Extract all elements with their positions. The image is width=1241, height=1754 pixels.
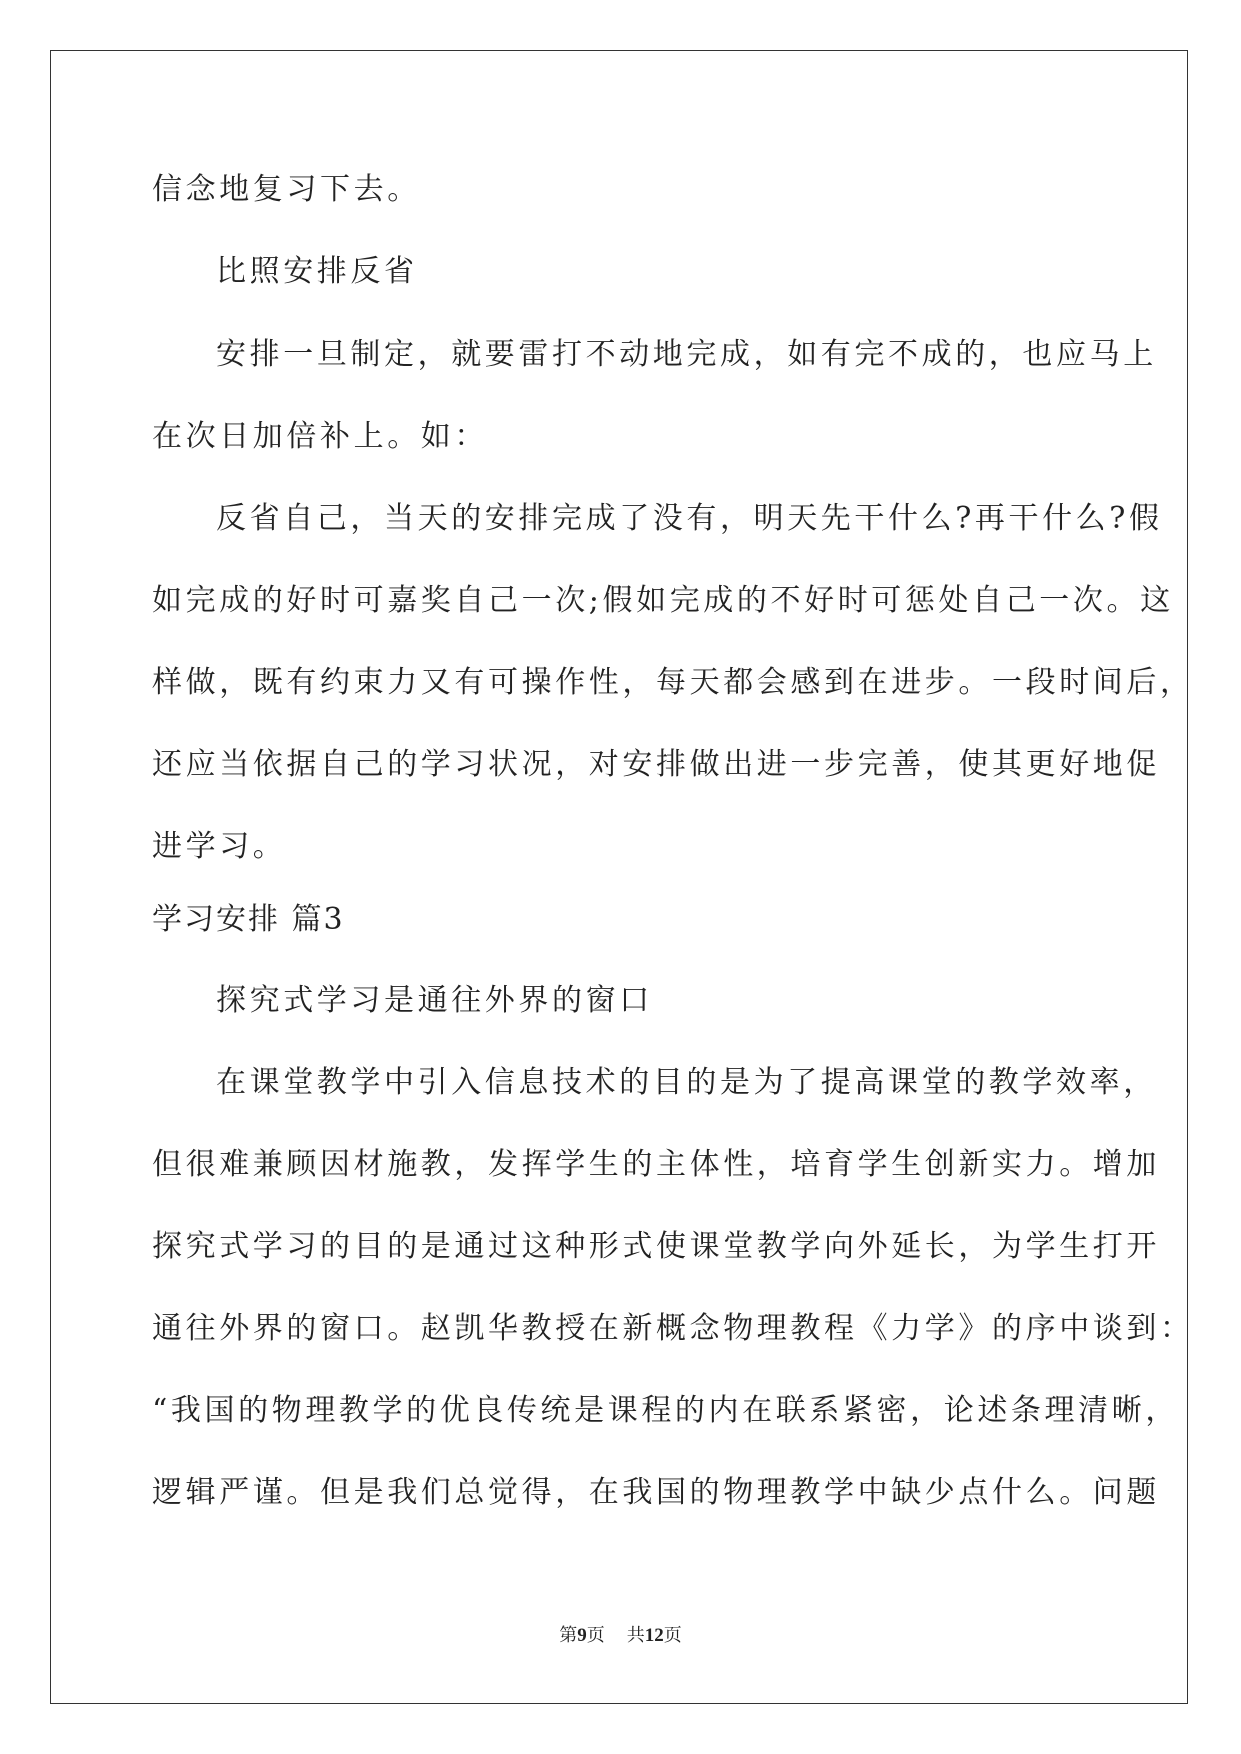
paragraph-line: 还应当依据自己的学习状况，对安排做出进一步完善，使其更好地促 bbox=[152, 747, 1160, 782]
paragraph-line: 但很难兼顾因材施教，发挥学生的主体性，培育学生创新实力。增加 bbox=[152, 1147, 1160, 1182]
paragraph-line: 探究式学习的目的是通过这种形式使课堂教学向外延长，为学生打开 bbox=[152, 1229, 1160, 1264]
page-border bbox=[50, 50, 1188, 1704]
section-subheading: 探究式学习是通往外界的窗口 bbox=[216, 983, 653, 1018]
total-suffix: 页 bbox=[663, 1625, 682, 1646]
section-subheading: 比照安排反省 bbox=[216, 254, 418, 289]
paragraph-line: 如完成的好时可嘉奖自己一次;假如完成的不好时可惩处自己一次。这 bbox=[152, 583, 1174, 618]
paragraph-line: 安排一旦制定，就要雷打不动地完成，如有完不成的，也应马上 bbox=[216, 337, 1157, 372]
paragraph-line: 进学习。 bbox=[152, 829, 287, 864]
section-heading: 学习安排 篇3 bbox=[152, 902, 345, 937]
page-suffix: 页 bbox=[586, 1625, 605, 1646]
page-footer bbox=[0, 1624, 1241, 1648]
page-number: 9 bbox=[577, 1625, 587, 1646]
total-pages: 12 bbox=[644, 1625, 664, 1646]
page-prefix: 第 bbox=[559, 1625, 578, 1646]
paragraph-line: 逻辑严谨。但是我们总觉得，在我国的物理教学中缺少点什么。问题 bbox=[152, 1475, 1160, 1510]
paragraph-line: 反省自己，当天的安排完成了没有，明天先干什么?再干什么?假 bbox=[216, 501, 1163, 536]
paragraph-line: “我国的物理教学的优良传统是课程的内在联系紧密，论述条理清晰， bbox=[152, 1393, 1179, 1428]
paragraph-line: 在课堂教学中引入信息技术的目的是为了提高课堂的教学效率， bbox=[216, 1065, 1157, 1100]
total-prefix: 共 bbox=[626, 1625, 645, 1646]
paragraph-line: 样做，既有约束力又有可操作性，每天都会感到在进步。一段时间后， bbox=[152, 665, 1194, 700]
paragraph-line: 在次日加倍补上。如： bbox=[152, 419, 488, 454]
paragraph-line: 通往外界的窗口。赵凯华教授在新概念物理教程《力学》的序中谈到： bbox=[152, 1311, 1194, 1346]
paragraph-line: 信念地复习下去。 bbox=[152, 172, 421, 207]
